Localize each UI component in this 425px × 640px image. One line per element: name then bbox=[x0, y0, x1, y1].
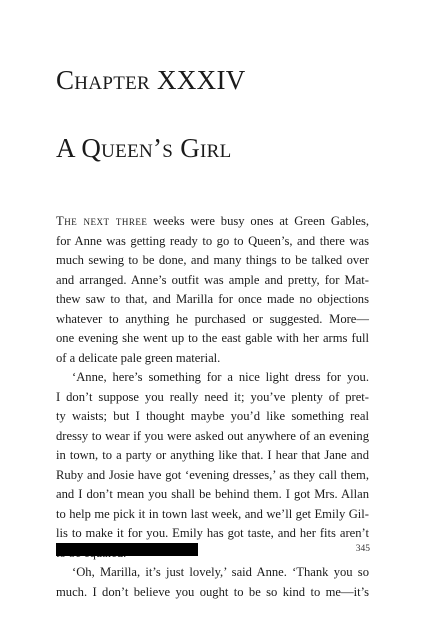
text-line: one evening she went up to the east gable with her arms full bbox=[56, 331, 369, 345]
lead-in: The next three bbox=[56, 214, 148, 228]
text-line: in town, to a party or anything like that. I hear that Jane and bbox=[56, 448, 369, 462]
text-line: dressy to wear if you were asked out anywhere of an evening bbox=[56, 428, 369, 443]
text-line: much. I don’t believe you ought to be so kind to me—it’s bbox=[56, 584, 369, 599]
text-line: lis to make it for you. Emily has got taste, and her fits aren’t bbox=[56, 526, 369, 540]
text-line: ‘Oh, Marilla, it’s just lovely,’ said Anne. ‘Thank you so bbox=[72, 565, 369, 579]
text-line-rest: weeks were busy ones at Green Gables, bbox=[147, 214, 369, 228]
text-line bbox=[56, 212, 369, 232]
text-line: much sewing to be done, and many things to be talked over bbox=[56, 253, 369, 267]
text-line: Ruby and Josie have got ‘evening dresses,’ as they call them, bbox=[56, 467, 369, 482]
chapter-number: Chapter XXXIV bbox=[56, 65, 246, 95]
text-line: ty waists; but I thought maybe you’d like something real bbox=[56, 409, 369, 423]
text-line: to help me pick it in town last week, and we’ll get Emily Gil- bbox=[56, 506, 369, 521]
text-line: I don’t suppose you really need it; you’ve plenty of pret- bbox=[56, 389, 369, 404]
text-line: and I don’t mean you shall be behind them. I got Mrs. Allan bbox=[56, 487, 369, 501]
text-line: thew saw to that, and Marilla for once made no objections bbox=[56, 292, 369, 306]
redaction-bar bbox=[56, 543, 198, 556]
chapter-title: A Queen’s Girl bbox=[56, 133, 232, 163]
text-line: for Anne was getting ready to go to Queen’s, and there was bbox=[56, 233, 369, 248]
text-line: ‘Anne, here’s something for a nice light dress for you. bbox=[72, 370, 369, 384]
text-line: of a delicate pale green material. bbox=[56, 350, 221, 365]
page-number: 345 bbox=[355, 544, 370, 554]
text-line: whatever to anything he purchased or suggested. More— bbox=[56, 311, 369, 326]
text-line: and arranged. Anne’s outfit was ample and pretty, for Mat- bbox=[56, 272, 369, 287]
